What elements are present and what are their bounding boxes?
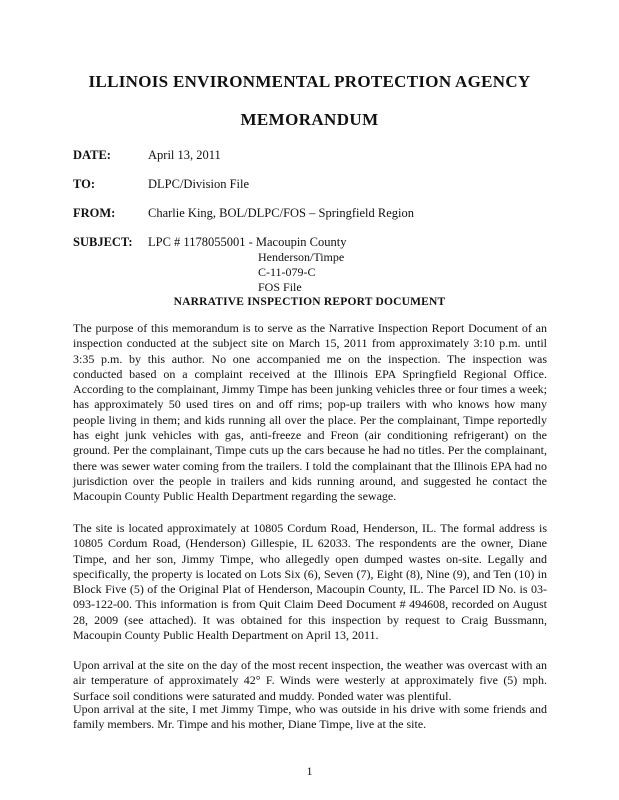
subject-label: SUBJECT: <box>73 235 133 249</box>
to-value: DLPC/Division File <box>148 177 250 191</box>
paragraph-arrival: Upon arrival at the site, I met Jimmy Timpe, who was outside in his drive with some friends and family members. Mr. Timpe and his mother, Diane Timpe, live at the site. <box>73 702 547 732</box>
paragraph-site-location: The site is located approximately at 10805 Cordum Road, Henderson, IL. The formal address is 10805 Cordum Road, (Henderson) Gillespie, IL 62033. The respondents are the owner, Diane Timpe, and her son, Jimmy Timpe, who allegedly open dumped wastes on-site. Legally and specifically, the property is located on Lots Six (6), Seven (7), Eight (8), Nine (9), and Ten (10) in Block Five (5) of the Original Plat of Henderson, Macoupin County, IL. The Parcel ID No. is 03-093-122-00. This information is from Quit Claim Deed Document # 494608, recorded on August 28, 2009 (see attached). It was obtained for this inspection by request to Craig Bussmann, Macoupin County Public Health Department on April 13, 2011. <box>73 521 547 643</box>
subject-line-3: C-11-079-C <box>258 265 316 279</box>
narrative-heading: NARRATIVE INSPECTION REPORT DOCUMENT <box>173 296 446 308</box>
from-label: FROM: <box>73 206 116 220</box>
paragraph-purpose: The purpose of this memorandum is to serve as the Narrative Inspection Report Document of an inspection conducted at the subject site on March 15, 2011 from approximately 3:10 p.m. until 3:35 p.m. by this author. No one accompanied me on the inspection. The inspection was conducted based on a complaint received at the Illinois EPA Springfield Regional Office. According to the complainant, Jimmy Timpe has been junking vehicles three or four times a week; has approximately 50 used tires on and off rims; pop-up trailers with who knows how many people living in them; and kids running all over the place. Per the complainant, Timpe reportedly has eight junk vehicles with gas, anti-freeze and Freon (air conditioning refrigerant) on the ground. Per the complainant, Timpe cuts up the cars because he had no titles. Per the complainant, there was sewer water coming from the trailers. I told the complainant that the Illinois EPA had no jurisdiction over the people in trailers and kids running around, and suggested he contact the Macoupin County Public Health Department regarding the sewage. <box>73 321 547 504</box>
paragraph-weather: Upon arrival at the site on the day of the most recent inspection, the weather was overcast with an air temperature of approximately 42° F. Winds were westerly at approximately five (5) mph. Surface soil conditions were saturated and muddy. Ponded water was plentiful. <box>73 658 547 703</box>
subject-line-4: FOS File <box>258 280 302 294</box>
subject-value: LPC # 1178055001 - Macoupin County <box>148 235 347 249</box>
from-value: Charlie King, BOL/DLPC/FOS – Springfield Region <box>148 206 414 220</box>
page-number: 1 <box>306 764 313 778</box>
subject-line-2: Henderson/Timpe <box>258 250 345 264</box>
agency-title: ILLINOIS ENVIRONMENTAL PROTECTION AGENCY <box>88 72 531 91</box>
memo-title: MEMORANDUM <box>240 110 379 129</box>
to-label: TO: <box>73 177 95 191</box>
date-label: DATE: <box>73 148 111 162</box>
date-value: April 13, 2011 <box>148 148 221 162</box>
